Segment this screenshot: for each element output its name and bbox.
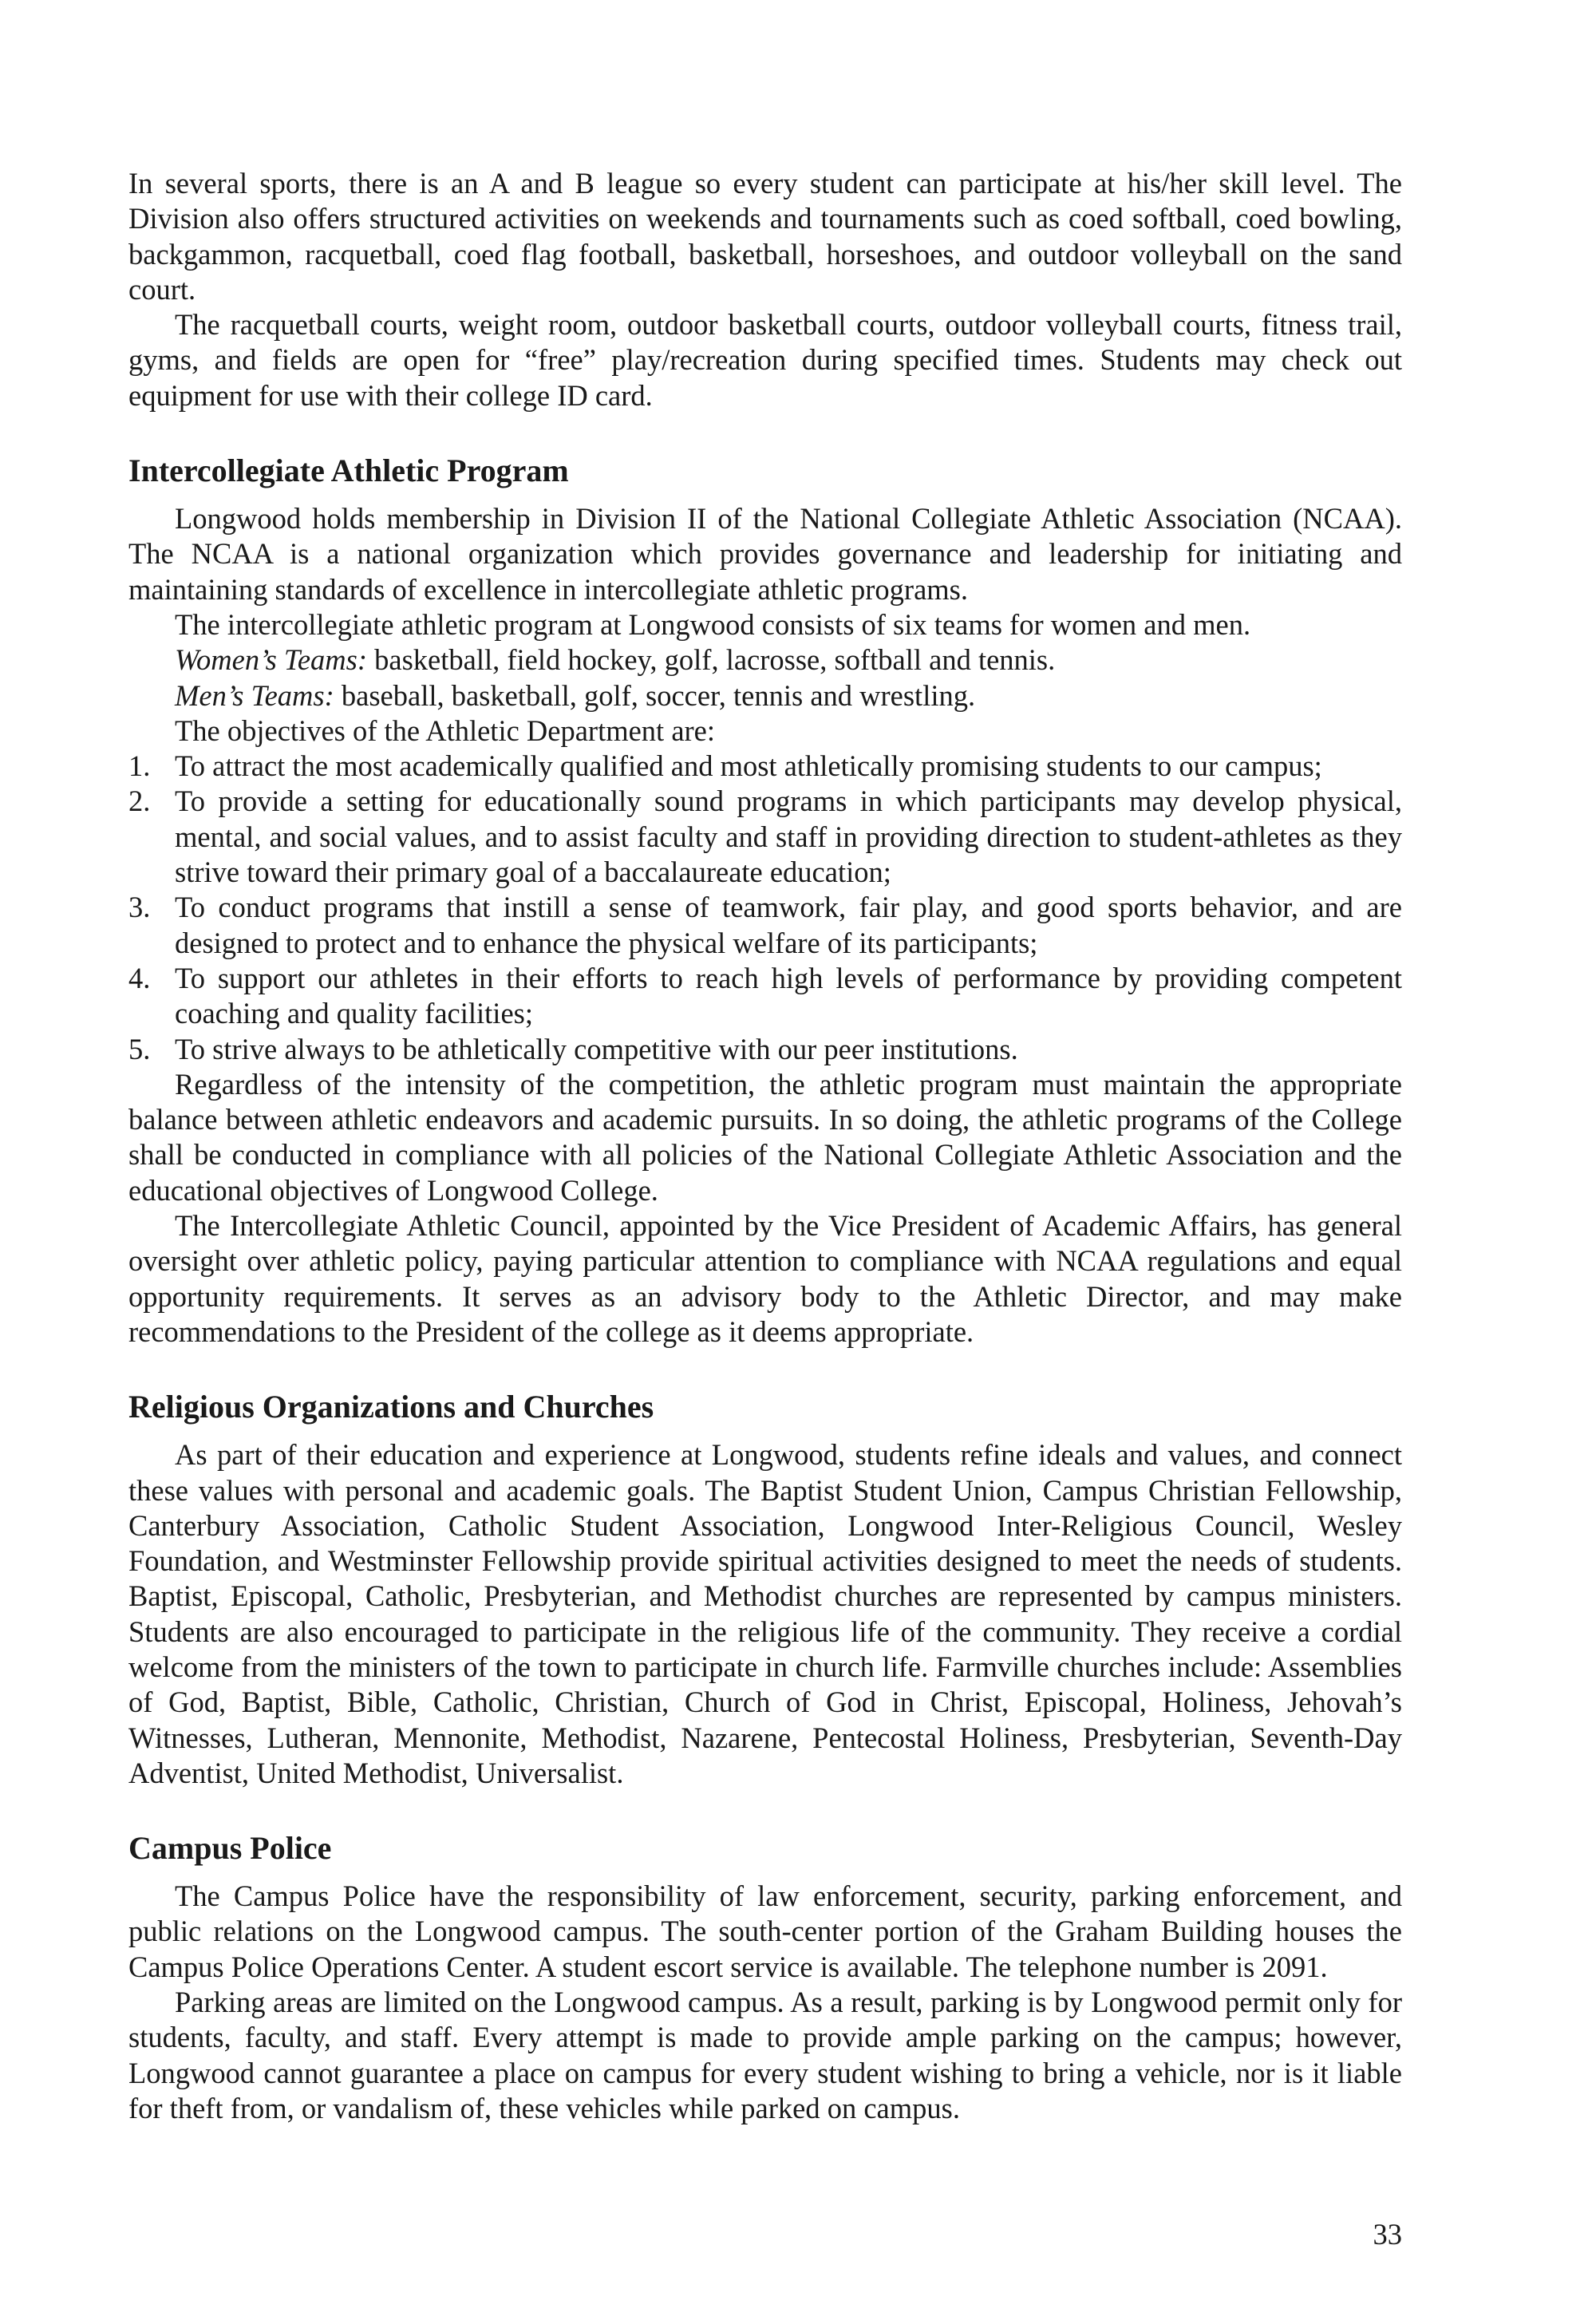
objective-text: To support our athletes in their efforts to reach high levels of performance by providing competent coaching and quality facilities; (175, 961, 1402, 1030)
objective-number: 4. (128, 961, 151, 994)
intramural-paragraph-1: In several sports, there is an A and B league so every student can participate at his/her skill level. The Division also offers structured activities on weekends and tournaments such as coed softball, coed bowling, backgammon, racquetball, coed flag football, basketball, horseshoes, and outdoor volleyball on the sand court. (128, 167, 1402, 306)
objective-item (128, 890, 1402, 961)
womens-teams-label: Women’s Teams: (175, 643, 368, 677)
objective-number: 2. (128, 785, 151, 818)
athletics-paragraph-3: Regardless of the intensity of the competition, the athletic program must maintain the appropriate balance between athletic endeavors and academic pursuits. In so doing, the athletic programs of the College shall be conducted in compliance with all policies of the National Collegiate Athletic Association and the educational objectives of Longwood College. (128, 1067, 1402, 1207)
objective-item (128, 749, 1402, 784)
religious-paragraph-1: As part of their education and experience at Longwood, students refine ideals and values, and connect these values with personal and academic goals. The Baptist Student Union, Campus Christian Fellowship, Canterbury Association, Catholic Student Association, Longwood Inter-Religious Council, Wesley Foundation, and Westminster Fellowship provide spiritual activities designed to meet the needs of students. Baptist, Episcopal, Catholic, Presbyterian, and Methodist churches are represented by campus ministers. Students are also encouraged to participate in the religious life of the community. They receive a cordial welcome from the ministers of the town to participate in church life. Farmville churches include: Assemblies of God, Baptist, Bible, Catholic, Christian, Church of God in Christ, Episcopal, Holiness, Jehovah’s Witnesses, Lutheran, Mennonite, Methodist, Nazarene, Pentecostal Holiness, Presbyterian, Seventh-Day Adventist, United Methodist, Universalist. (128, 1438, 1402, 1789)
objective-text: To strive always to be athletically competitive with our peer institutions. (175, 1032, 1018, 1065)
mens-teams-line (128, 678, 1402, 713)
womens-teams-line (128, 642, 1402, 678)
objective-text: To conduct programs that instill a sense of teamwork, fair play, and good sports behavior, and are designed to protect and to enhance the physical welfare of its participants; (175, 891, 1402, 959)
police-paragraph-2: Parking areas are limited on the Longwood campus. As a result, parking is by Longwood permit only for students, faculty, and staff. Every attempt is made to provide ample parking on the campus; however, Longwood cannot guarantee a place on campus for every student wishing to bring a vehicle, nor is it liable for theft from, or vandalism of, these vehicles while parked on campus. (128, 1986, 1402, 2124)
objective-number: 1. (128, 749, 151, 783)
intramural-paragraph-2: The racquetball courts, weight room, outdoor basketball courts, outdoor volleyball courts, fitness trail, gyms, and fields are open for “free” play/recreation during specified times. Students may check out equipment for use with their college ID card. (128, 308, 1402, 412)
womens-teams-list: basketball, field hockey, golf, lacrosse, softball and tennis. (367, 643, 1056, 677)
athletics-section (128, 452, 1402, 1350)
athletics-heading: Intercollegiate Athletic Program (128, 453, 569, 489)
objective-text: To attract the most academically qualified and most athletically promising students to our campus; (175, 749, 1322, 783)
page-number: 33 (1373, 2218, 1402, 2251)
mens-teams-label: Men’s Teams: (175, 678, 334, 712)
intramural-section (128, 166, 1402, 413)
objective-item (128, 961, 1402, 1032)
mens-teams-list: baseball, basketball, golf, soccer, tennis and wrestling. (334, 678, 976, 712)
objective-text: To provide a setting for educationally sound programs in which participants may develop physical, mental, and social values, and to assist faculty and staff in providing direction to student-athletes as they strive toward their primary goal of a baccalaureate education; (175, 785, 1402, 889)
athletics-paragraph-1: Longwood holds membership in Division II of the National Collegiate Athletic Association (NCAA). The NCAA is a national organization which provides governance and leadership for initiating and maintaining standards of excellence in intercollegiate athletic programs. (128, 502, 1402, 606)
police-paragraph-1: The Campus Police have the responsibility of law enforcement, security, parking enforcement, and public relations on the Longwood campus. The south-center portion of the Graham Building houses the Campus Police Operations Center. A student escort service is available. The telephone number is 2091. (128, 1879, 1402, 1983)
objective-item (128, 1032, 1402, 1067)
athletics-paragraph-4: The Intercollegiate Athletic Council, appointed by the Vice President of Academic Affairs, has general oversight over athletic policy, paying particular attention to compliance with NCAA regulations and equal opportunity requirements. It serves as an advisory body to the Athletic Director, and may make recommendations to the President of the college as it deems appropriate. (128, 1209, 1402, 1348)
objective-number: 3. (128, 891, 151, 924)
religious-section (128, 1388, 1402, 1791)
objective-item (128, 784, 1402, 890)
page-content (128, 166, 1402, 2126)
religious-heading: Religious Organizations and Churches (128, 1389, 654, 1425)
objectives-list (128, 749, 1402, 1067)
police-heading: Campus Police (128, 1830, 332, 1867)
objectives-intro: The objectives of the Athletic Department are: (175, 713, 716, 747)
police-section (128, 1829, 1402, 2126)
athletics-paragraph-2: The intercollegiate athletic program at Longwood consists of six teams for women and men. (175, 607, 1251, 641)
objective-number: 5. (128, 1032, 151, 1065)
